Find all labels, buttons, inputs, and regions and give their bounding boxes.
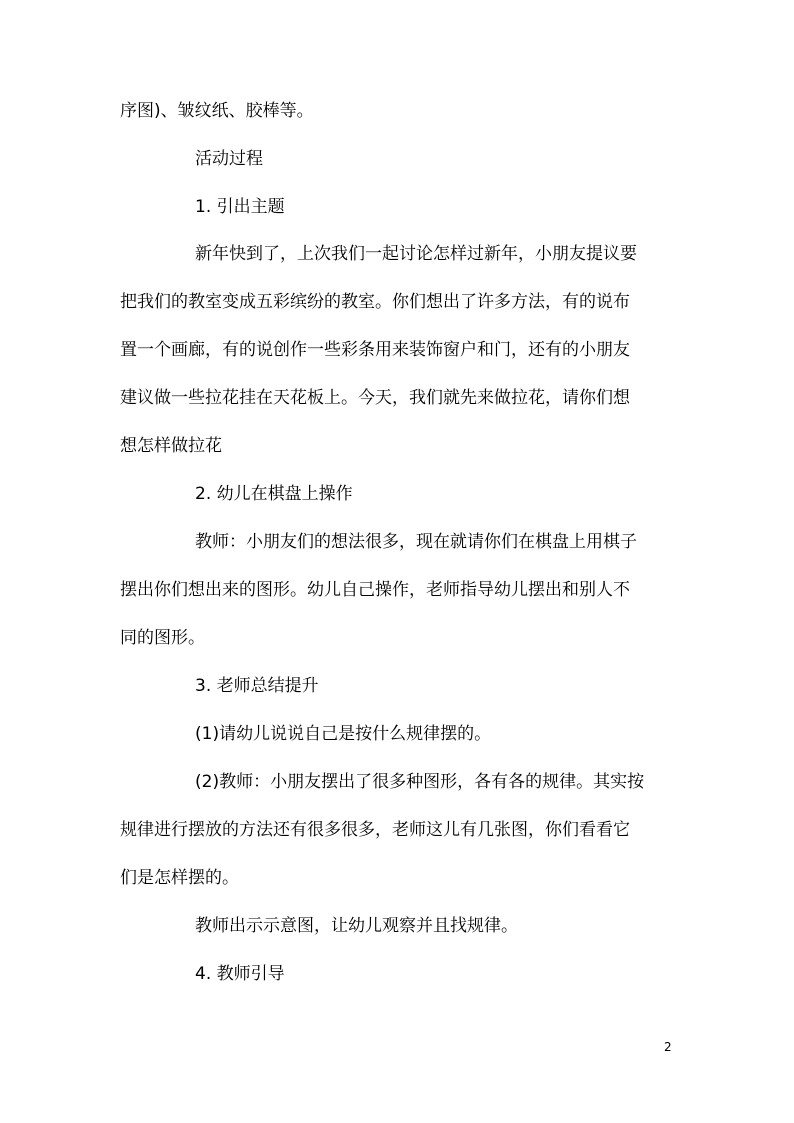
paragraph-line: 们是怎样摆的。 [120, 868, 239, 888]
paragraph-line: 把我们的教室变成五彩缤纷的教室。你们想出了许多方法，有的说布 [120, 292, 630, 312]
paragraph-line: 建议做一些拉花挂在天花板上。今天，我们就先来做拉花，请你们想 [120, 388, 630, 408]
heading-step-4: 4. 教师引导 [195, 964, 285, 984]
paragraph-line: 摆出你们想出来的图形。幼儿自己操作，老师指导幼儿摆出和别人不 [120, 580, 630, 600]
paragraph-line: (2)教师：小朋友摆出了很多种图形，各有各的规律。其实按 [195, 772, 645, 792]
text-line-materials: 序图)、皱纹纸、胶棒等。 [120, 101, 314, 121]
paragraph-line: 规律进行摆放的方法还有很多很多，老师这儿有几张图，你们看看它 [120, 820, 630, 840]
paragraph-line: 教师：小朋友们的想法很多，现在就请你们在棋盘上用棋子 [195, 532, 637, 552]
heading-step-3: 3. 老师总结提升 [195, 676, 319, 696]
paragraph-line: 置一个画廊，有的说创作一些彩条用来装饰窗户和门，还有的小朋友 [120, 340, 630, 360]
paragraph-line: 新年快到了，上次我们一起讨论怎样过新年，小朋友提议要 [195, 244, 637, 264]
paragraph-line: (1)请幼儿说说自己是按什么规律摆的。 [195, 724, 492, 744]
paragraph-line: 想怎样做拉花 [120, 436, 222, 456]
heading-activity-process: 活动过程 [195, 149, 263, 169]
heading-step-2: 2. 幼儿在棋盘上操作 [195, 484, 353, 504]
paragraph-line: 教师出示示意图，让幼儿观察并且找规律。 [195, 916, 518, 936]
heading-step-1: 1. 引出主题 [195, 197, 285, 217]
page-number: 2 [664, 1040, 672, 1054]
paragraph-line: 同的图形。 [120, 628, 205, 648]
